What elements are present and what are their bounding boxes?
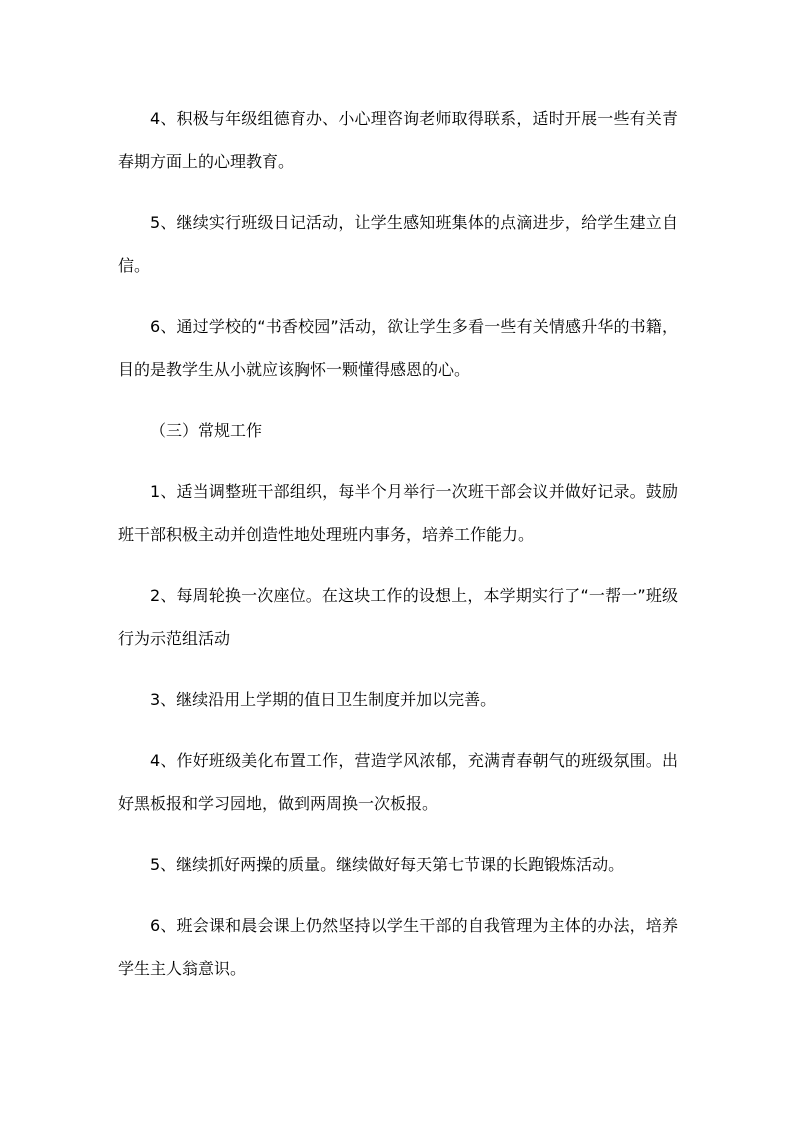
paragraph-item-4: 4、积极与年级组德育办、小心理咨询老师取得联系，适时开展一些有关青春期方面上的心理教育。 xyxy=(118,109,678,171)
routine-item-6: 6、班会课和晨会课上仍然坚持以学生干部的自我管理为主体的办法，培养学生主人翁意识。 xyxy=(118,916,678,978)
routine-item-5: 5、继续抓好两操的质量。继续做好每天第七节课的长跑锻炼活动。 xyxy=(150,855,625,874)
routine-item-4: 4、作好班级美化布置工作，营造学风浓郁，充满青春朝气的班级氛围。出好黑板报和学习园地，做到两周换一次板报。 xyxy=(118,751,678,813)
paragraph-item-5: 5、继续实行班级日记活动，让学生感知班集体的点滴进步，给学生建立自信。 xyxy=(118,213,678,275)
document-body xyxy=(118,97,678,1008)
section-heading: （三）常规工作 xyxy=(150,421,263,440)
paragraph-item-6: 6、通过学校的“书香校园”活动，欲让学生多看一些有关情感升华的书籍，目的是教学生从小就应该胸怀一颗懂得感恩的心。 xyxy=(118,317,678,379)
routine-item-3: 3、继续沿用上学期的值日卫生制度并加以完善。 xyxy=(150,690,497,709)
routine-item-1: 1、适当调整班干部组织，每半个月举行一次班干部会议并做好记录。鼓励班干部积极主动并创造性地处理班内事务，培养工作能力。 xyxy=(118,482,678,544)
routine-item-2: 2、每周轮换一次座位。在这块工作的设想上，本学期实行了“一帮一”班级行为示范组活动 xyxy=(118,586,678,648)
